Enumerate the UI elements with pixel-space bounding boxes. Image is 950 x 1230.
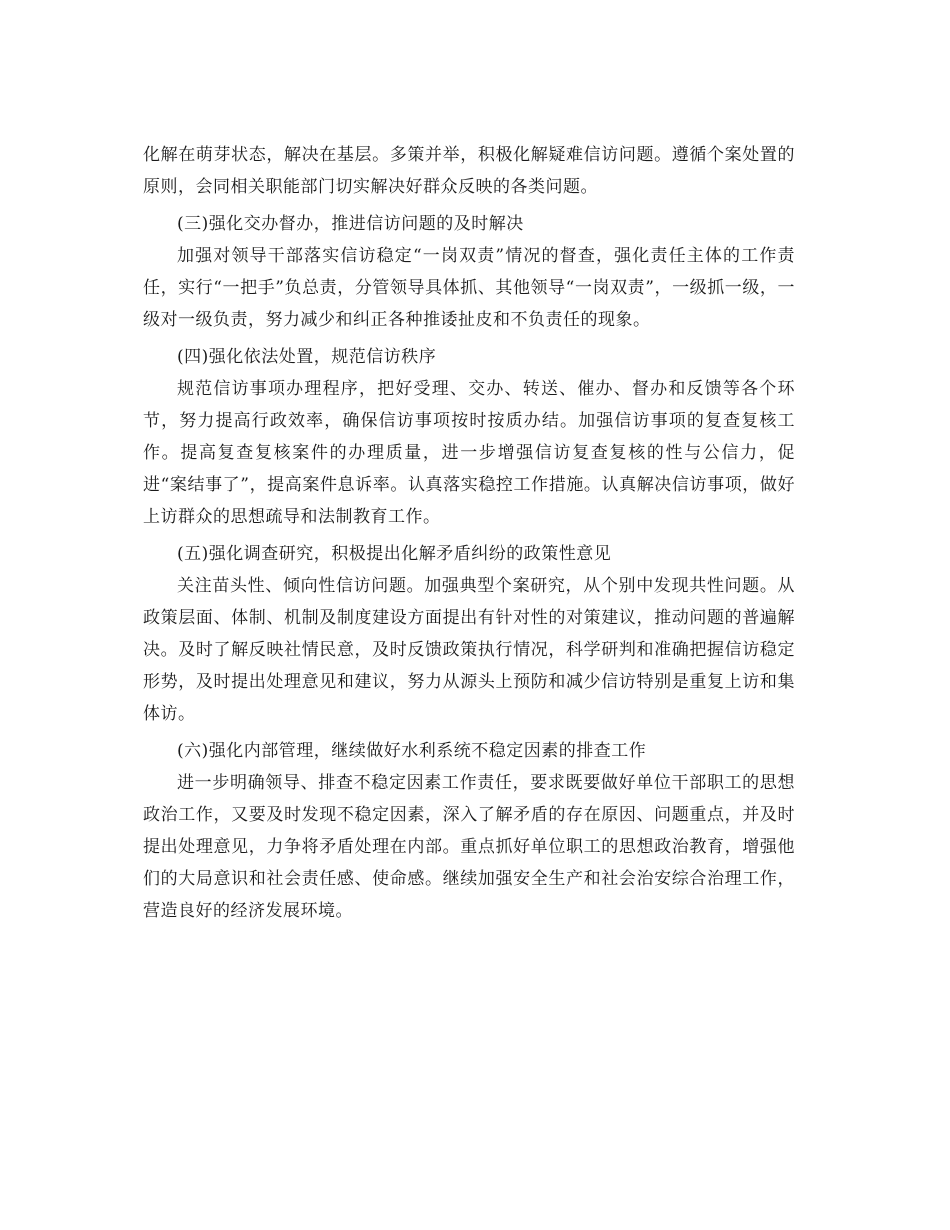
opening-paragraph: 化解在萌芽状态，解决在基层。多策并举，积极化解疑难信访问题。遵循个案处置的原则，会同相关职能部门切实解决好群众反映的各类问题。 <box>143 145 795 197</box>
section-five <box>143 538 795 730</box>
opening-block <box>143 139 795 203</box>
section-heading: (五)强化调查研究，积极提出化解矛盾纠纷的政策性意见 <box>177 544 612 564</box>
section-three <box>143 208 795 336</box>
section-heading: (四)强化依法处置，规范信访秩序 <box>177 347 437 367</box>
document-page <box>143 139 795 932</box>
section-six <box>143 735 795 927</box>
section-body: 规范信访事项办理程序，把好受理、交办、转送、催办、督办和反馈等各个环节，努力提高行政效率，确保信访事项按时按质办结。加强信访事项的复查复核工作。提高复查复核案件的办理质量，进一步增强信访复查复核的性与公信力，促进“案结事了”，提高案件息诉率。认真落实稳控工作措施。认真解决信访事项，做好上访群众的思想疏导和法制教育工作。 <box>143 379 795 527</box>
section-body: 关注苗头性、倾向性信访问题。加强典型个案研究，从个别中发现共性问题。从政策层面、体制、机制及制度建设方面提出有针对性的对策建议，推动问题的普遍解决。及时了解反映社情民意，及时反馈政策执行情况，科学研判和准确把握信访稳定形势，及时提出处理意见和建议，努力从源头上预防和减少信访特别是重复上访和集体访。 <box>143 576 795 724</box>
section-four <box>143 341 795 533</box>
section-heading: (三)强化交办督办，推进信访问题的及时解决 <box>177 214 524 234</box>
section-body: 加强对领导干部落实信访稳定“一岗双责”情况的督查，强化责任主体的工作责任，实行“一把手”负总责，分管领导具体抓、其他领导“一岗双责”，一级抓一级，一级对一级负责，努力减少和纠正各种推诿扯皮和不负责任的现象。 <box>143 246 795 330</box>
section-body: 进一步明确领导、排查不稳定因素工作责任，要求既要做好单位干部职工的思想政治工作，又要及时发现不稳定因素，深入了解矛盾的存在原因、问题重点，并及时提出处理意见，力争将矛盾处理在内部。重点抓好单位职工的思想政治教育，增强他们的大局意识和社会责任感、使命感。继续加强安全生产和社会治安综合治理工作，营造良好的经济发展环境。 <box>143 773 795 921</box>
section-heading: (六)强化内部管理，继续做好水利系统不稳定因素的排查工作 <box>177 741 647 761</box>
